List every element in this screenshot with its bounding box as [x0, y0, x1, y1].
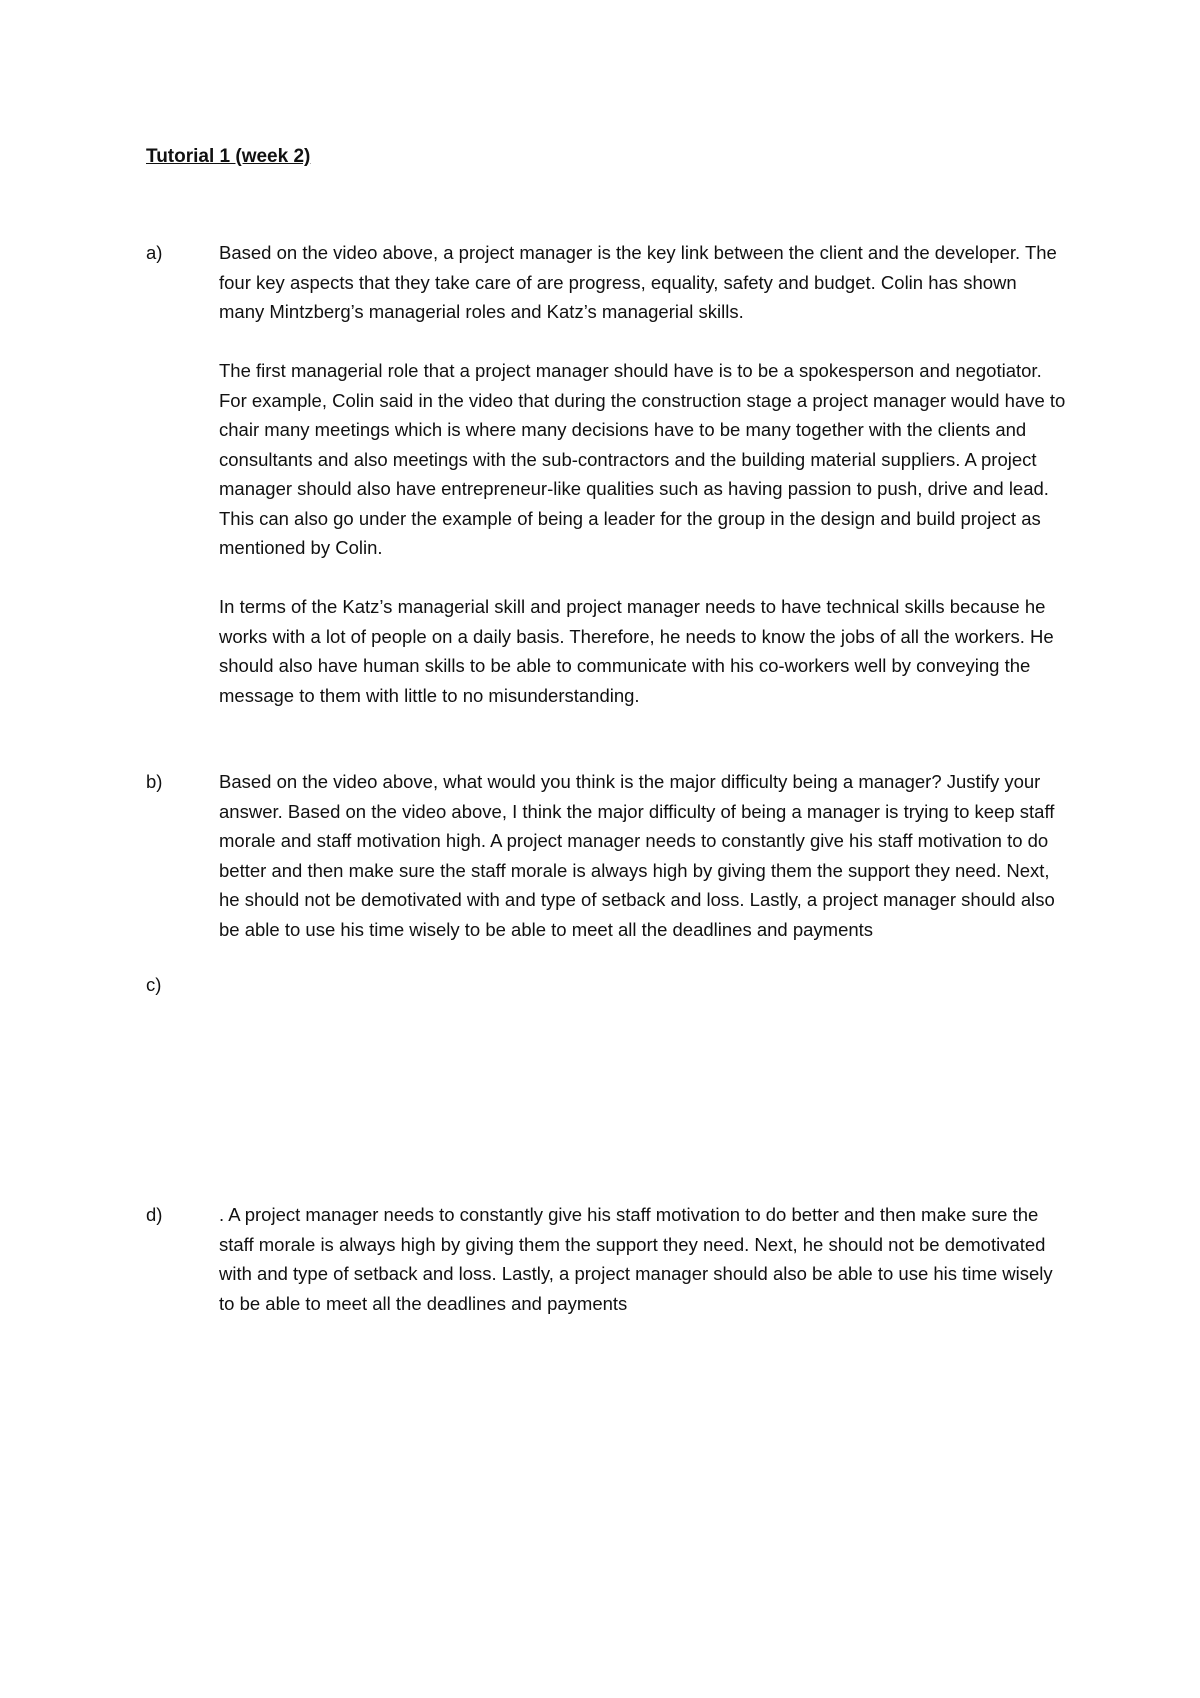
item-marker: c) — [146, 974, 162, 995]
answer-item-a — [146, 238, 1066, 710]
answer-paragraph: Based on the video above, what would you think is the major difficulty being a manager? Justify your answer. Based on the video above, I think the major difficulty of being a manager is trying to keep staff morale and staff motivation high. A project manager needs to constantly give his staff motivation to do better and then make sure the staff morale is always high by giving them the support they need. Next, he should not be demotivated with and type of setback and loss. Lastly, a project manager should also be able to use his time wisely to be able to meet all the deadlines and payments — [219, 771, 1055, 940]
item-marker: d) — [146, 1204, 163, 1225]
page-title: Tutorial 1 (week 2) — [146, 146, 311, 167]
item-marker: b) — [146, 771, 163, 792]
answer-item-b — [146, 767, 1066, 944]
answer-paragraph: The first managerial role that a project manager should have is to be a spokesperson and negotiator. For example, Colin said in the video that during the construction stage a project manager would have to chair many meetings which is where many decisions have to be many together with the clients and consultants and also meetings with the sub-contractors and the building material suppliers. A project manager should also have entrepreneur-like qualities such as having passion to push, drive and lead. This can also go under the example of being a leader for the group in the design and build project as mentioned by Colin. — [219, 360, 1066, 558]
answer-paragraph: In terms of the Katz’s managerial skill and project manager needs to have technical skills because he works with a lot of people on a daily basis. Therefore, he needs to know the jobs of all the workers. He should also have human skills to be able to communicate with his co-workers well by conveying the message to them with little to no misunderstanding. — [219, 596, 1054, 706]
item-marker: a) — [146, 242, 163, 263]
answer-paragraph: Based on the video above, a project manager is the key link between the client and the developer. The four key aspects that they take care of are progress, equality, safety and budget. Colin has shown many Mintzberg’s managerial roles and Katz’s managerial skills. — [219, 242, 1057, 322]
answer-item-d — [146, 1200, 1066, 1318]
answer-paragraph: . A project manager needs to constantly give his staff motivation to do better and then make sure the staff morale is always high by giving them the support they need. Next, he should not be demotivated with and type of setback and loss. Lastly, a project manager should also be able to use his time wisely to be able to meet all the deadlines and payments — [219, 1204, 1053, 1314]
